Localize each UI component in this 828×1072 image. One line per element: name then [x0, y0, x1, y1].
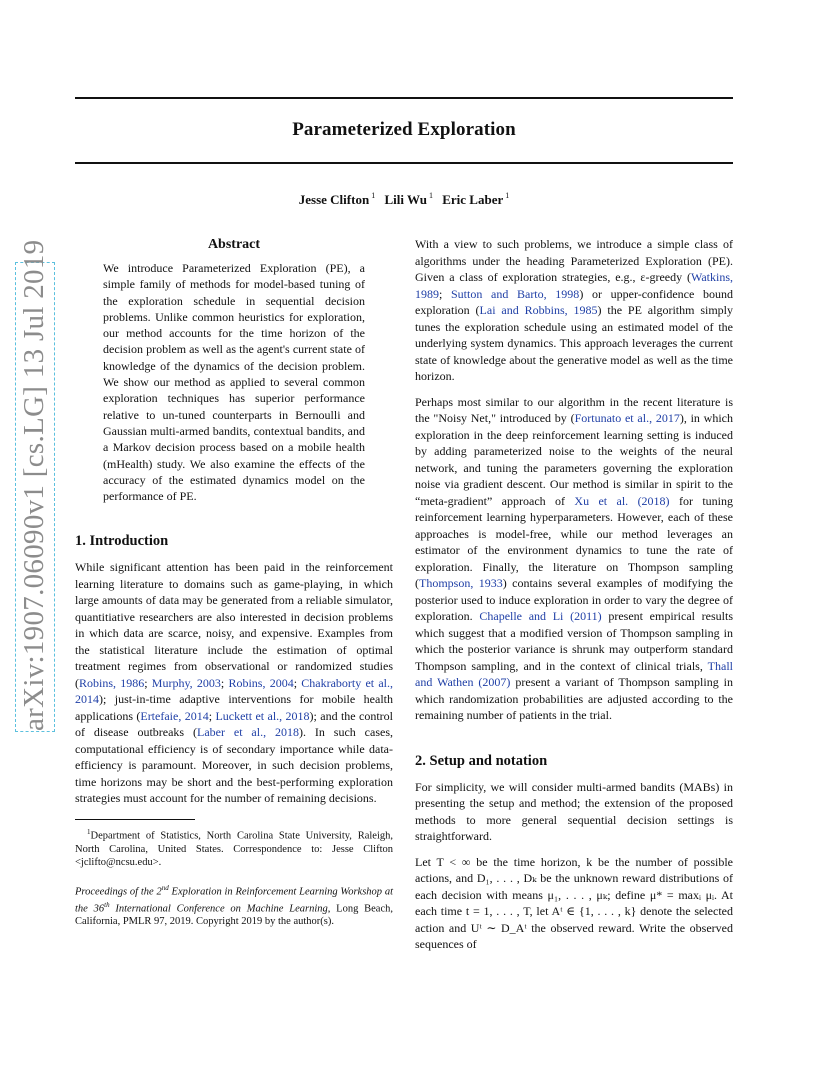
section-heading-setup: 2. Setup and notation: [415, 752, 548, 769]
intro-paragraph: While significant attention has been paid in the reinforcement learning literature to domains such as game-playing, in which large amounts of data may be generated from a reliable simulator, quantitiative researchers are also interested in decision problems in which data are scarce, noisy, and expensive. Examples from the statistical literature include the estimation of optimal treatment regimes from observational or randomized studies (Robins, 1986; Murphy, 2003; Robins, 2004; Chakraborty et al., 2014); just-in-time adaptive interventions for mobile health applications (Ertefaie, 2014; Luckett et al., 2018); and the control of disease outbreaks (Laber et al., 2018). In such cases, computational efficiency is of secondary importance while data-efficiency is paramount. Moreover, in such decision problems, time horizons may be short and the best-performing exploration strategies must account for the number of remaining decisions.: [75, 560, 394, 806]
citation-link[interactable]: Robins, 1986: [79, 675, 145, 690]
citation-link[interactable]: Lai and Robbins, 1985: [479, 303, 598, 317]
citation-link[interactable]: Luckett et al., 2018: [215, 708, 310, 723]
affiliation-footnote: $^1$Department of Statistics, North Carolina State University, Raleigh, North Carolina, United States. Correspondence to: Jesse Clifton <jclifto@ncsu.edu>.: [75, 827, 393, 869]
author-list: [75, 191, 733, 208]
author: Eric Laber $^1$: [442, 191, 510, 207]
author: Jesse Clifton $^1$: [298, 191, 376, 207]
abstract-text: We introduce Parameterized Exploration (PE), a simple family of methods for model-based tuning of the exploration schedule in sequential decision problems. Unlike common heuristics for exploration, our method accounts for the time horizon of the decision problem as well as the agent's current state of knowledge of the dynamics of the decision problem. We show our method as applied to several common exploration techniques has superior performance relative to un-tuned counterparts in Bernoulli and Gaussian multi-armed bandits, contextual bandits, and a Markov decision process based on a mobile health (mHealth) study. We also examine the effects of the accuracy of the estimated dynamics model on the performance of PE.: [103, 261, 365, 504]
right-column: [415, 236, 733, 962]
body-paragraph: Perhaps most similar to our algorithm in the recent literature is the "Noisy Net," introduced by (Fortunato et al., 2017), in which exploration in the deep reinforcement learning setting is induced by adding parameterized noise to the weights of the neural network, and tuning the parameters governing the exploration noise via gradient descent. Our method is similar in spirit to the “meta-gradient” approach of Xu et al. (2018) for tuning reinforcement learning hyperparameters. However, each of these approaches is model-free, while our method leverages an estimator of the environment dynamics to tune the rate of exploration. Finally, the literature on Thompson sampling (Thompson, 1933) contains several examples of modifying the posterior used to induce exploration in order to vary the degree of exploration. Chapelle and Li (2011) present empirical results which suggest that a modified version of Thompson sampling in which the posterior variance is shrunk may outperform standard Thompson sampling, and in the context of clinical trials, Thall and Wathen (2007) present a variant of Thompson sampling in which randomization probabilities are adjusted according to the remaining number of patients in the trial.: [415, 394, 734, 722]
citation-link[interactable]: Thompson, 1933: [419, 576, 503, 590]
left-column: [75, 236, 393, 929]
author: Lili Wu $^1$: [384, 191, 433, 207]
citation-link[interactable]: Sutton and Barto, 1998: [451, 286, 580, 301]
citation-link[interactable]: Xu et al. (2018): [574, 493, 670, 508]
citation-link[interactable]: Chapelle and Li (2011): [479, 609, 602, 623]
citation-link[interactable]: Murphy, 2003: [151, 675, 221, 690]
title-rule-top: [75, 97, 733, 99]
citation-link[interactable]: Laber et al., 2018: [197, 725, 299, 740]
arxiv-identifier-stamp: arXiv:1907.06090v1 [cs.LG] 13 Jul 2019: [15, 262, 55, 732]
citation-link[interactable]: Watkins, 1989: [415, 270, 733, 301]
citation-link[interactable]: Robins, 2004: [228, 675, 294, 690]
paper-title: Parameterized Exploration: [292, 119, 516, 140]
proceedings-note: Proceedings of the 2nd Exploration in Reinforcement Learning Workshop at the 36th International Conference on Machine Learning, Long Beach, California, PMLR 97, 2019. Copyright 2019 by the author(s).: [75, 883, 394, 928]
citation-link[interactable]: Ertefaie, 2014: [140, 708, 209, 723]
section-heading-introduction: 1. Introduction: [75, 533, 169, 550]
title-rule-bottom: [75, 162, 733, 164]
body-paragraph: With a view to such problems, we introduce a simple class of algorithms under the heading Parameterized Exploration (PE). Given a class of exploration strategies, e.g., ε-greedy (Watkins, 1989; Sutton and Barto, 1998) or upper-confidence bound exploration (Lai and Robbins, 1985) the PE algorithm simply tunes the exploration schedule using an estimated model of the underlying system dynamics. This approach leverages the current state of knowledge about the generative model as well as the time horizon.: [415, 237, 733, 383]
body-paragraph: Let T < ∞ be the time horizon, k be the number of possible actions, and D₁, . . . , Dₖ be the unknown reward distributions of each decision with means μ₁, . . . , μₖ; define μ* = maxᵢ μᵢ. At each time t = 1, . . . , T, let Aᵗ ∈ {1, . . . , k} denote the selected action and Uᵗ ∼ D_Aᵗ the observed reward. Write the observed sequences of: [415, 854, 733, 951]
body-paragraph: For simplicity, we will consider multi-armed bandits (MABs) in presenting the setup and method; the extension of the proposed methods to more general sequential decision settings is straightforward.: [415, 779, 733, 843]
citation-link[interactable]: Fortunato et al., 2017: [574, 411, 680, 425]
abstract-heading: Abstract: [207, 237, 261, 252]
citation-link[interactable]: Chakraborty et al., 2014: [75, 675, 394, 707]
citation-link[interactable]: Thall and Wathen (2007): [415, 658, 733, 689]
footnote-divider: [75, 819, 195, 820]
